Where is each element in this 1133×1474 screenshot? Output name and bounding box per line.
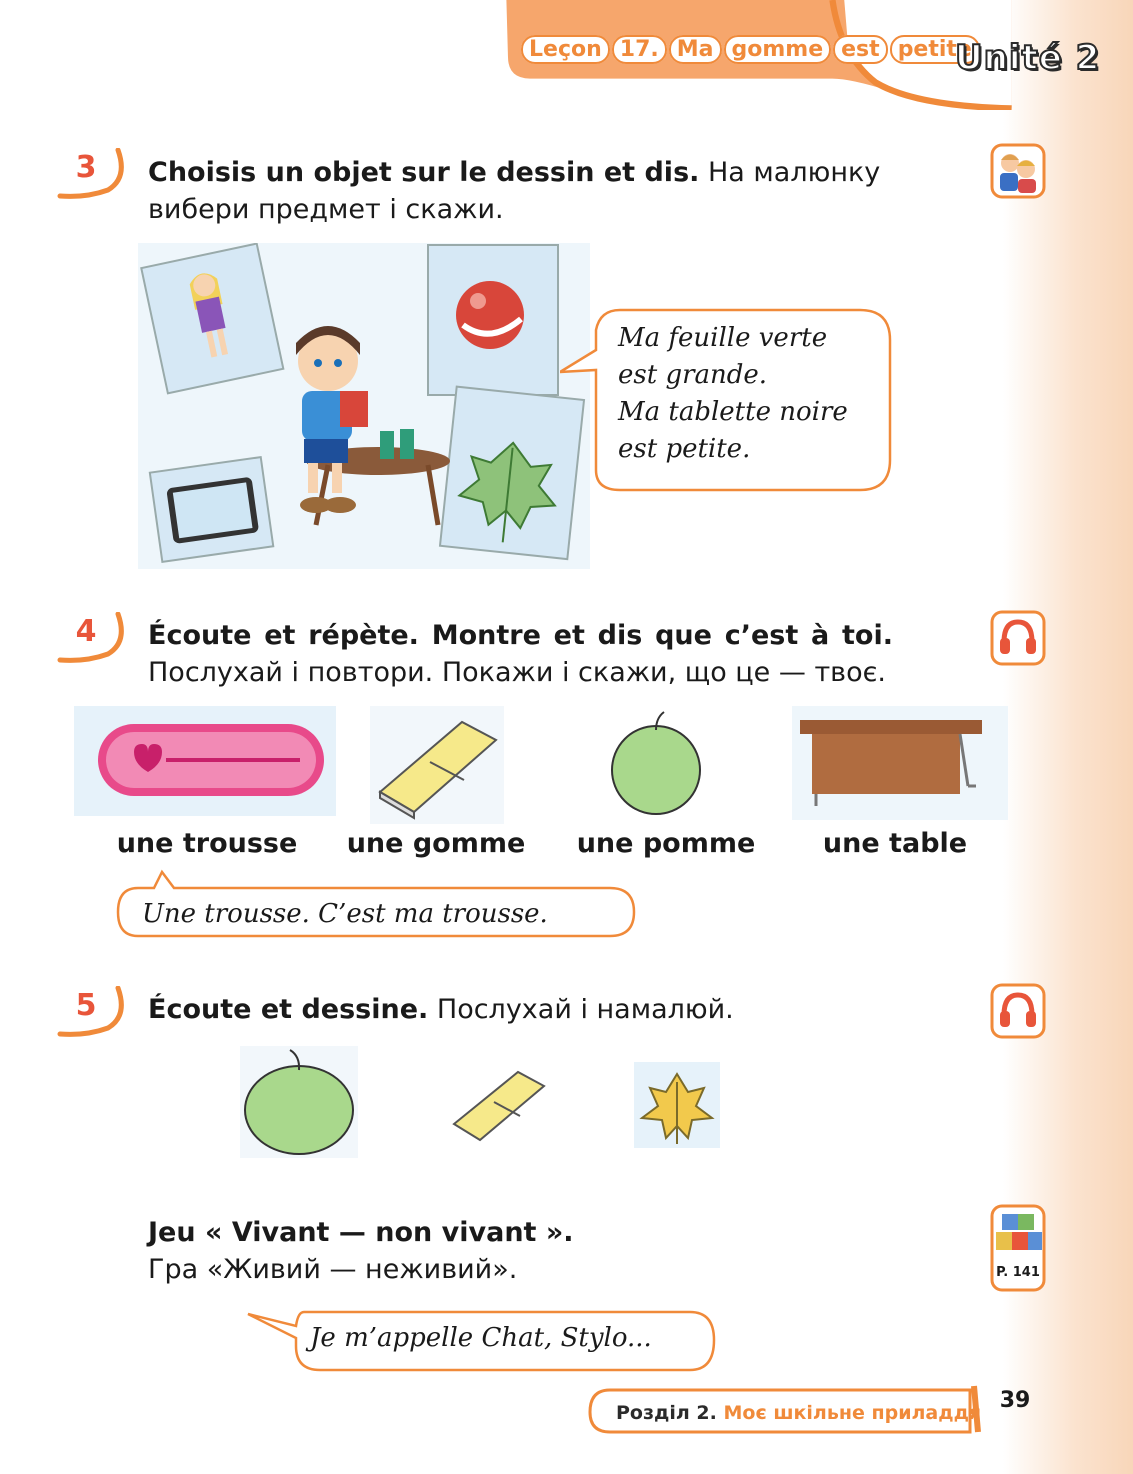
game-instruction: Jeu « Vivant — non vivant ». Гра «Живий — неживий». xyxy=(148,1217,574,1285)
headphones-icon[interactable] xyxy=(990,610,1046,666)
lesson-title: Leçon 17. Ma gomme est petite xyxy=(520,33,888,67)
page-reference: P. 141 xyxy=(996,1265,1040,1280)
exercise-number-4: 4 xyxy=(75,614,97,649)
classroom-illustration xyxy=(138,243,590,569)
speech-bubble-ex4: Une trousse. C’est ma trousse. xyxy=(142,899,548,929)
exercise-bracket xyxy=(56,986,126,1038)
exercise-bracket xyxy=(56,148,126,200)
pair-work-icon xyxy=(990,143,1046,199)
exercise-bracket xyxy=(56,612,126,664)
word-label: une table xyxy=(822,828,968,859)
page-number: 39 xyxy=(999,1388,1031,1413)
speech-bubble-game: Je m’appelle Chat, Stylo... xyxy=(310,1323,652,1353)
speech-bubble-ex3: Ma feuille verte est grande. Ma tablette noire est petite. xyxy=(618,323,848,464)
table-image xyxy=(792,706,1008,820)
exercise-5-instruction: Écoute et dessine. Послухай і намалюй. xyxy=(148,994,734,1025)
headphones-icon[interactable] xyxy=(990,983,1046,1039)
eraser-image xyxy=(448,1062,550,1146)
exercise-number-5: 5 xyxy=(75,988,97,1023)
apple-image xyxy=(608,708,704,820)
exercise-3-instruction: Choisis un objet sur le dessin et dis. На малюнку вибери предмет і скажи. xyxy=(148,157,881,225)
exercise-4-instruction: Écoute et répète. Montre et dis que c’est à toi. Послухай і повтори. Покажи і скажи, що це — твоє. xyxy=(148,620,893,688)
pencil-case-image xyxy=(74,706,336,816)
footer-section: Розділ 2. Моє шкільне приладдя xyxy=(616,1402,982,1424)
word-label: une gomme xyxy=(346,828,526,859)
unit-title: Unité 2 xyxy=(955,38,1101,78)
eraser-image xyxy=(370,706,504,824)
word-label: une pomme xyxy=(576,828,756,859)
apple-image xyxy=(240,1046,358,1158)
exercise-number-3: 3 xyxy=(75,150,97,185)
word-label: une trousse xyxy=(116,828,298,859)
autumn-leaf-image xyxy=(634,1062,720,1148)
